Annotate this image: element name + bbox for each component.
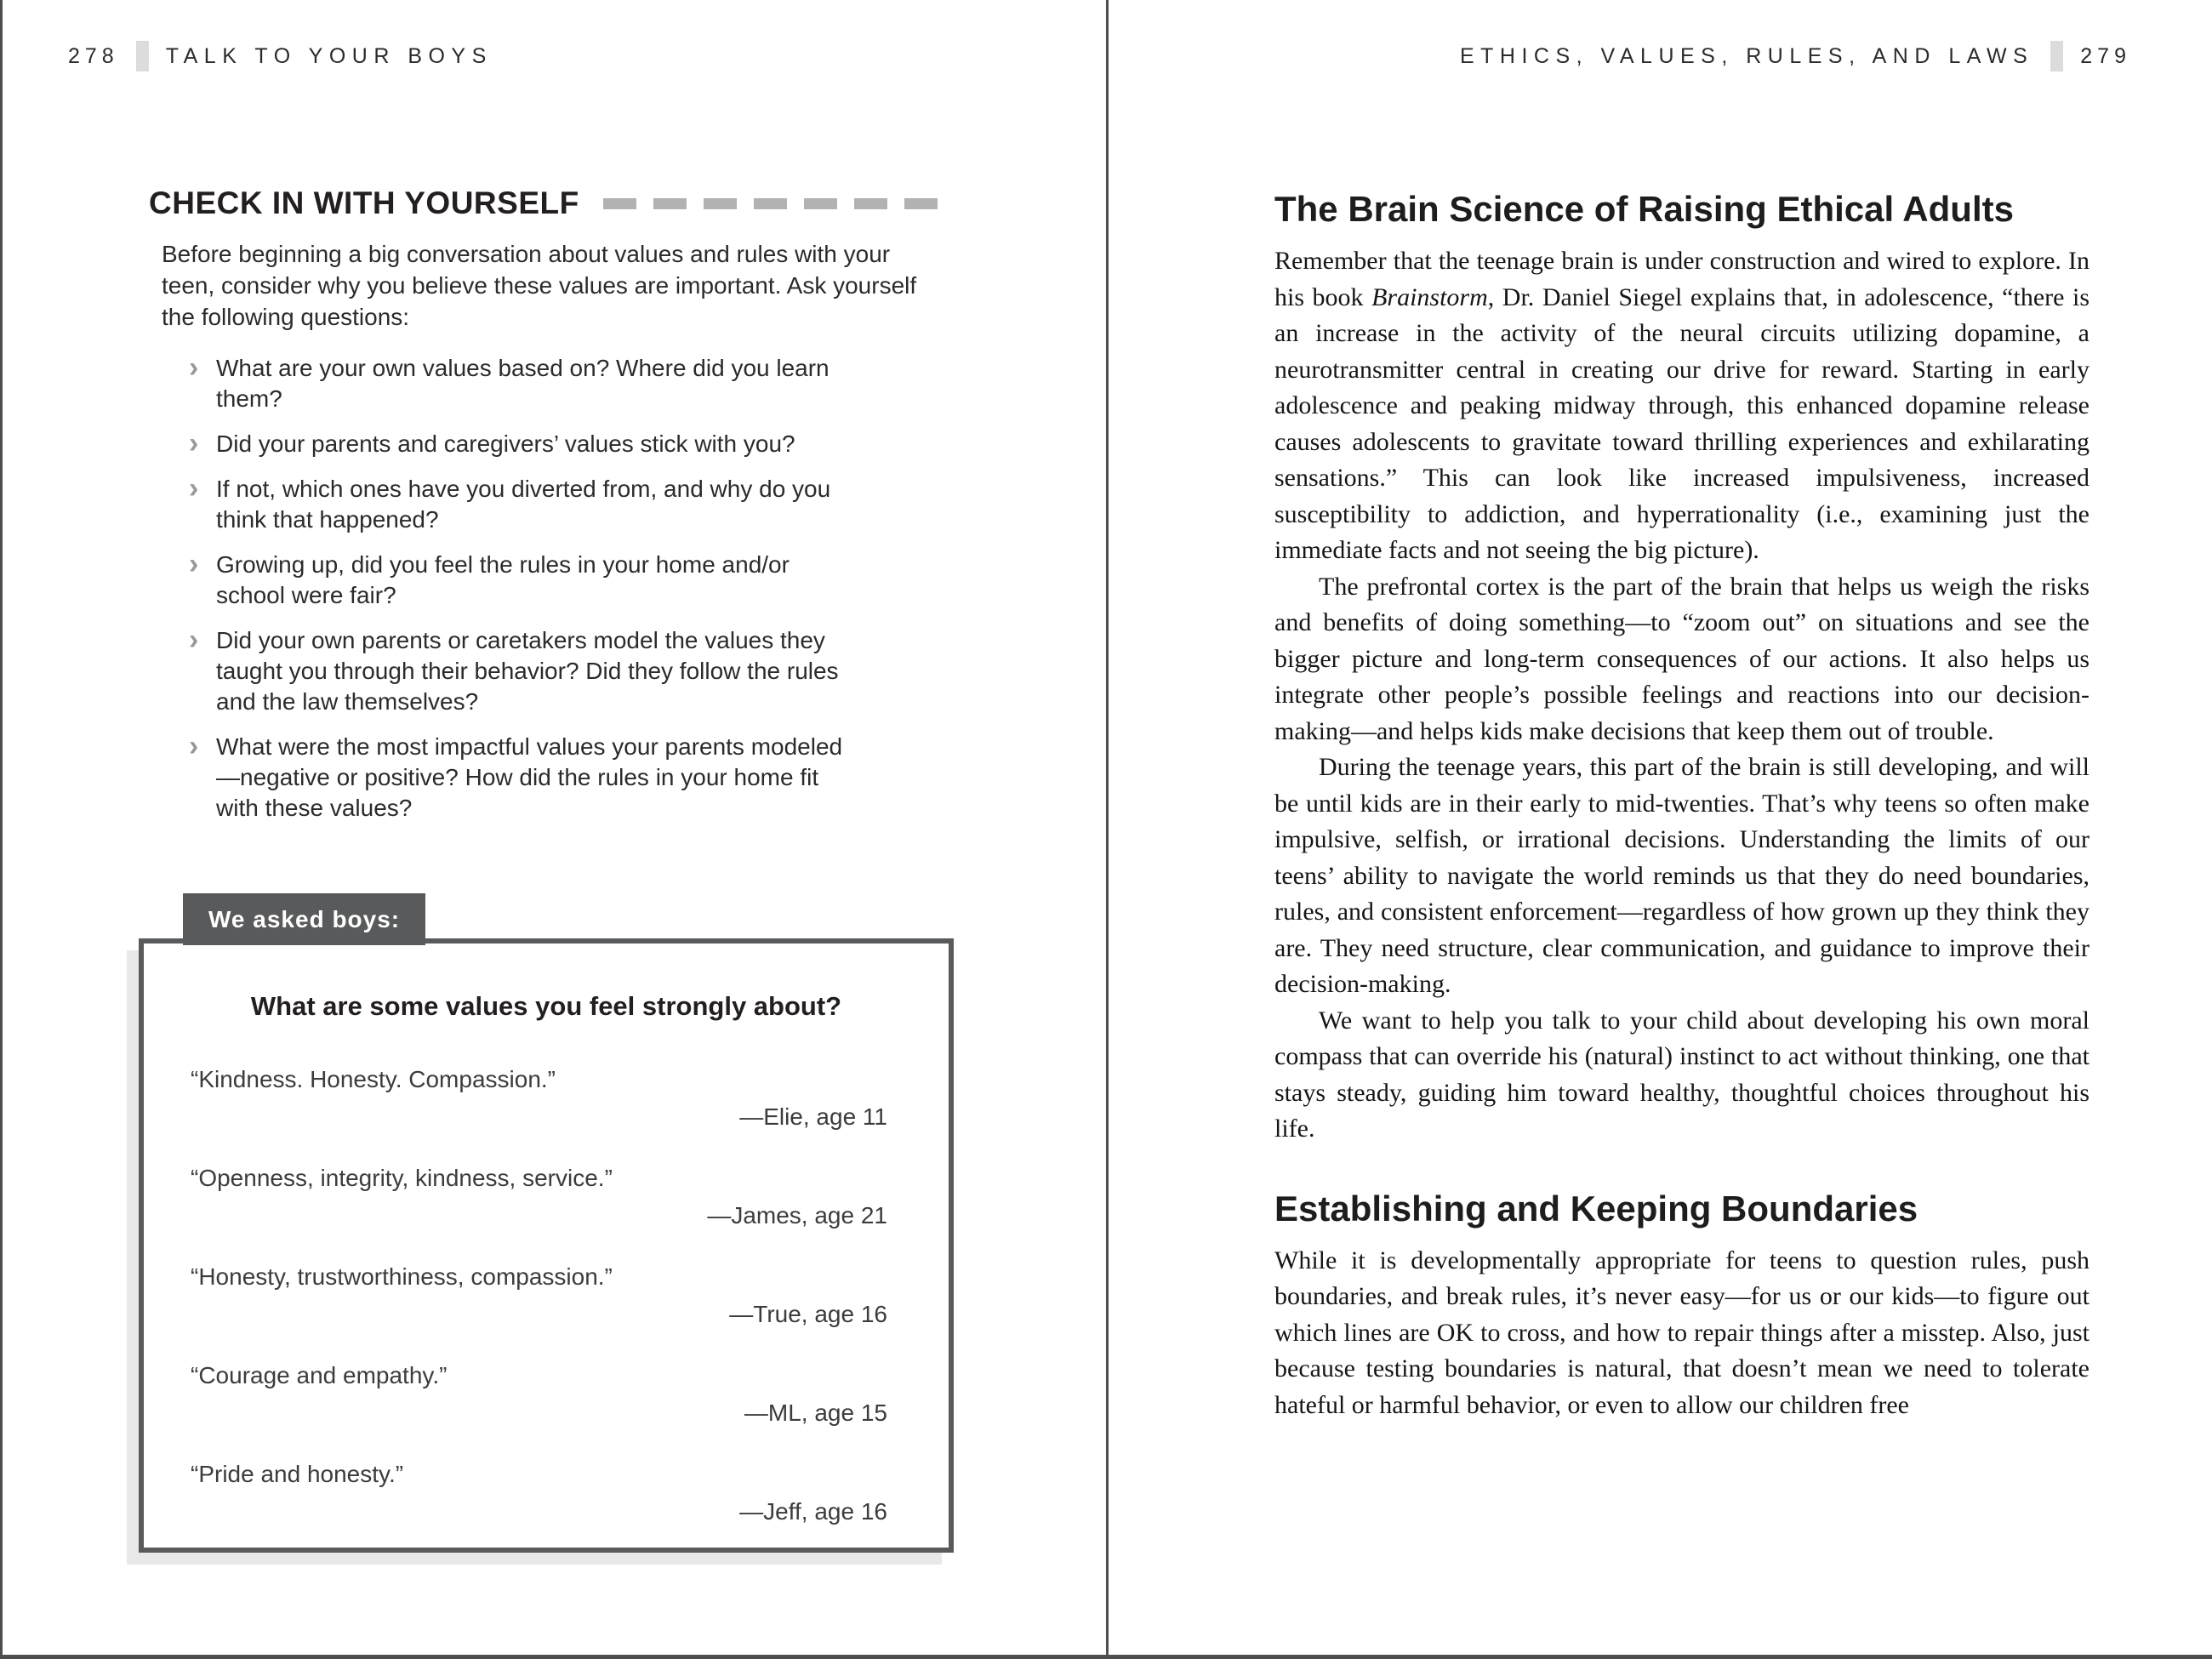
page-number: 278 [68, 43, 119, 68]
chevron-bullet-icon: › [189, 548, 199, 580]
list-item [189, 474, 861, 535]
responses [191, 1066, 887, 1525]
quote-attribution: —Jeff, age 16 [739, 1498, 887, 1525]
checkin-heading: CHECK IN WITH YOURSELF [149, 185, 579, 220]
header-bar-decoration [2050, 41, 2063, 71]
we-asked-boys-tab: We asked boys: [183, 893, 425, 945]
body-paragraph [1274, 243, 2089, 569]
response [191, 1362, 887, 1427]
list-item [189, 732, 861, 824]
paragraph-text: , Dr. Daniel Siegel explains that, in adolescence, “there is an increase in the activity of the neural circuits utilizing dopamine, a neurotransmitter central in creating our drive for reward. Starting in early adolescence and peaking midway through, this enhanced dopamine release causes adolescents to gravitate toward thrilling experiences and exhilarating sensations.” This can look like increased impulsiveness, increased susceptibility to addiction, and hyperrationality (i.e., examining just the immediate facts and not seeing the big picture). [1274, 282, 2089, 564]
body-paragraph: We want to help you talk to your child about developing his own moral compass that can override his (natural) instinct to act without thinking, one that stays steady, guiding him toward healthy, thoughtful choices throughout his life. [1274, 1006, 2089, 1143]
body-paragraph: During the teenage years, this part of the brain is still developing, and will be until kids are in their early to mid-twenties. That’s why teens so often make impulsive, selfish, or irrational decisions. Understanding the limits of our teens’ ability to navigate the world reminds us that they do need boundaries, rules, and consistent enforcement—regardless of how grown up they think they are. They need structure, clear communication, and guidance to improve their decision-making. [1274, 753, 2089, 998]
dash [804, 198, 837, 209]
dash [854, 198, 887, 209]
question-text: Did your own parents or caretakers model the values they taught you through their behavior? Did they follow the rules and the law themselves? [216, 627, 839, 715]
list-item [189, 625, 861, 717]
dash-rule-decoration [603, 198, 955, 209]
running-head-left [68, 41, 493, 71]
response [191, 1461, 887, 1525]
quote-attribution: —True, age 16 [729, 1301, 887, 1327]
page-number: 279 [2080, 43, 2131, 68]
quote-attribution: —ML, age 15 [744, 1400, 887, 1426]
response [191, 1263, 887, 1328]
quote-text: “Pride and honesty.” [191, 1461, 404, 1487]
list-item [189, 429, 861, 459]
response [191, 1165, 887, 1229]
section-heading-boundaries: Establishing and Keeping Boundaries [1274, 1188, 1918, 1229]
quote-text: “Openness, integrity, kindness, service.” [191, 1165, 613, 1191]
chevron-bullet-icon: › [189, 427, 199, 459]
chevron-bullet-icon: › [189, 624, 199, 656]
paragraph-text: Remember that the teenage brain is under construction and wired to explore. In his book [1274, 247, 2089, 311]
quote-attribution: —Elie, age 11 [739, 1103, 887, 1130]
checkin-heading-row [149, 185, 955, 221]
quote-text: “Kindness. Honesty. Compassion.” [191, 1066, 556, 1092]
page-right [1109, 0, 2212, 1659]
checkin-intro: Before beginning a big conversation about values and rules with your teen, consider why you believe these values are important. Ask yourself the following questions: [162, 241, 917, 330]
chevron-bullet-icon: › [189, 730, 199, 762]
chevron-bullet-icon: › [189, 472, 199, 505]
body-paragraph: While it is developmentally appropriate for teens to question rules, push boundaries, and break rules, it’s never easy—for us or our kids—to figure out which lines are OK to cross, and how to repair things after a misstep. Also, just because testing boundaries is natural, that doesn’t mean we need to tolerate hateful or harmful behavior, or even to allow our children free [1274, 1246, 2089, 1419]
dash [754, 198, 787, 209]
list-item [189, 550, 861, 611]
question-text: Growing up, did you feel the rules in your home and/or school were fair? [216, 551, 790, 608]
checkin-question-list [189, 353, 861, 838]
we-asked-boys-box [139, 938, 954, 1553]
header-bar-decoration [136, 41, 149, 71]
response [191, 1066, 887, 1131]
question-text: What were the most impactful values your parents modeled—negative or positive? How did the rules in your home fit with these values? [216, 733, 843, 821]
book-title-italic: Brainstorm [1371, 282, 1488, 311]
dash [904, 198, 938, 209]
body-paragraph: The prefrontal cortex is the part of the brain that helps us weigh the risks and benefits of doing something—to “zoom out” on situations and see the bigger picture and long-term consequences of our actions. It also helps us integrate other people’s possible feelings and reactions into our decision-making—and helps kids make decisions that keep them out of trouble. [1274, 572, 2089, 745]
dash [653, 198, 687, 209]
running-head-title: ETHICS, VALUES, RULES, AND LAWS [1459, 43, 2034, 68]
running-head-title: TALK TO YOUR BOYS [165, 43, 493, 68]
right-page-content [1274, 189, 2089, 1423]
section-heading-brain-science: The Brain Science of Raising Ethical Adults [1274, 189, 2014, 229]
dash [704, 198, 737, 209]
list-item [189, 353, 861, 414]
quote-text: “Courage and empathy.” [191, 1362, 448, 1388]
question-text: Did your parents and caregivers’ values stick with you? [216, 430, 795, 457]
running-head-right [1460, 41, 2131, 71]
question-text: If not, which ones have you diverted from, and why do you think that happened? [216, 476, 831, 533]
quote-attribution: —James, age 21 [707, 1202, 887, 1229]
box-question: What are some values you feel strongly about? [250, 991, 842, 1021]
dash [603, 198, 636, 209]
question-text: What are your own values based on? Where did you learn them? [216, 355, 830, 412]
quote-text: “Honesty, trustworthiness, compassion.” [191, 1263, 613, 1290]
chevron-bullet-icon: › [189, 351, 199, 384]
